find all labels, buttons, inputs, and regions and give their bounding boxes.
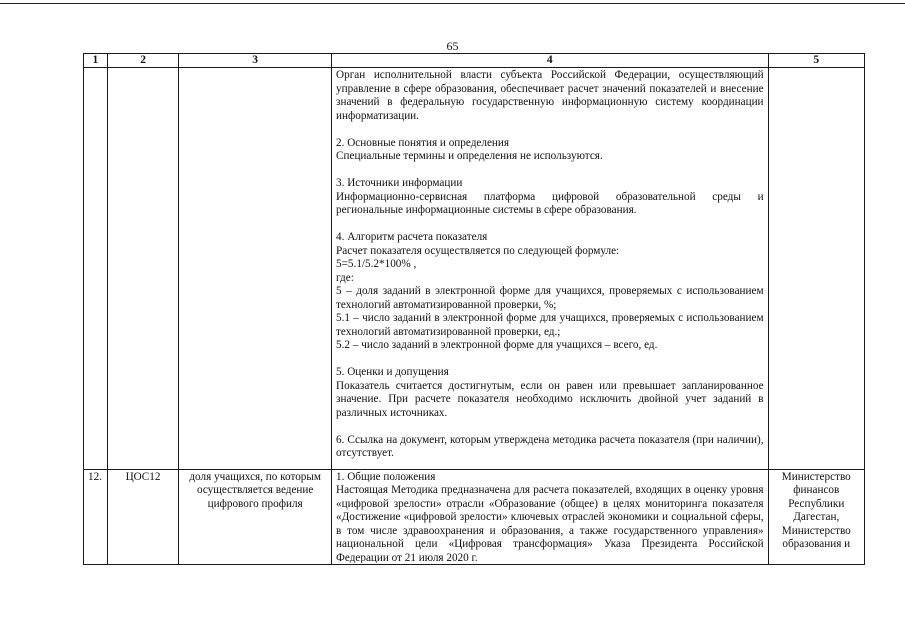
responsible-cell	[768, 469, 864, 564]
methodology-cell	[332, 68, 769, 470]
indicator-name: доля учащихся, по которым осуществляется ведение цифрового профиля	[179, 469, 332, 564]
section-1-text: Настоящая Методика предназначена для расчета показателей, входящих в оценку уровня «цифровой зрелости» отрасли «Образование (общее) в целях мониторинга показателя «Достижение «цифровой зрелости» ключевых отраслей экономики и социальной сферы, в том числе здравоохранения и образования, а также государственного управления» национальной цели «Цифровая трансформация» Указа Президента Российской Федерации от 21 июля 2020 г.	[336, 484, 764, 563]
definition-3: 5.2 – число заданий в электронной форме для учащихся – всего, ед.	[336, 339, 658, 351]
section-1-title: 1. Общие положения	[336, 470, 436, 483]
indicator-table	[83, 53, 865, 565]
formula-where: где:	[336, 271, 354, 284]
cell-empty-1	[84, 68, 108, 470]
page-number: 65	[446, 39, 459, 53]
formula: 5=5.1/5.2*100% ,	[336, 258, 417, 270]
header-col-5: 5	[768, 54, 864, 68]
cell-empty-2	[107, 68, 178, 470]
header-col-2: 2	[107, 54, 178, 68]
section-4-title: 4. Алгоритм расчета показателя	[336, 231, 488, 243]
header-col-3: 3	[179, 54, 332, 68]
top-rule	[0, 3, 905, 4]
indicator-code: ЦОС12	[107, 469, 178, 564]
responsible-organizations: Министерство финансов Республики Дагестан, Министерство образования и	[781, 470, 851, 550]
section-4-line: Расчет показателя осуществляется по следующей формуле:	[336, 244, 620, 257]
header-row	[84, 54, 865, 68]
section-3-title: 3. Источники информации	[336, 177, 463, 189]
cell-empty-3	[179, 68, 332, 470]
table-row-12	[84, 469, 865, 564]
table-row-continued	[84, 68, 865, 470]
section-3-text: Информационно-сервисная платформа цифровой образовательной среды и региональные информационные системы в сфере образования.	[336, 190, 764, 216]
cell-empty-5	[768, 68, 864, 470]
header-col-1: 1	[84, 54, 108, 68]
section-2-text: Специальные термины и определения не используются.	[336, 150, 603, 162]
definition-1: 5 – доля заданий в электронной форме для учащихся, проверяемых с использованием технологий автоматизированной проверки, %;	[336, 285, 764, 311]
row-number: 12.	[84, 469, 108, 564]
section-6-text: 6. Ссылка на документ, которым утверждена методика расчета показателя (при наличии), отсутствует.	[336, 433, 764, 459]
section-5-text: Показатель считается достигнутым, если он равен или превышает запланированное значение. При расчете показателя необходимо исключить двойной учет заданий в различных источниках.	[336, 379, 764, 419]
methodology-cell-12	[332, 469, 769, 564]
section-2-title: 2. Основные понятия и определения	[336, 136, 510, 149]
definition-2: 5.1 – число заданий в электронной форме для учащихся, проверяемых с использованием технологий автоматизированной проверки, ед.;	[336, 312, 764, 338]
section-5-title: 5. Оценки и допущения	[336, 366, 449, 378]
intro-paragraph: Орган исполнительной власти субъекта Российской Федерации, осуществляющий управление в сфере образования, обеспечивает расчет значений показателей и внесение значений в федеральную государственную информационную систему координации информатизации.	[336, 69, 764, 122]
header-col-4: 4	[332, 54, 769, 68]
